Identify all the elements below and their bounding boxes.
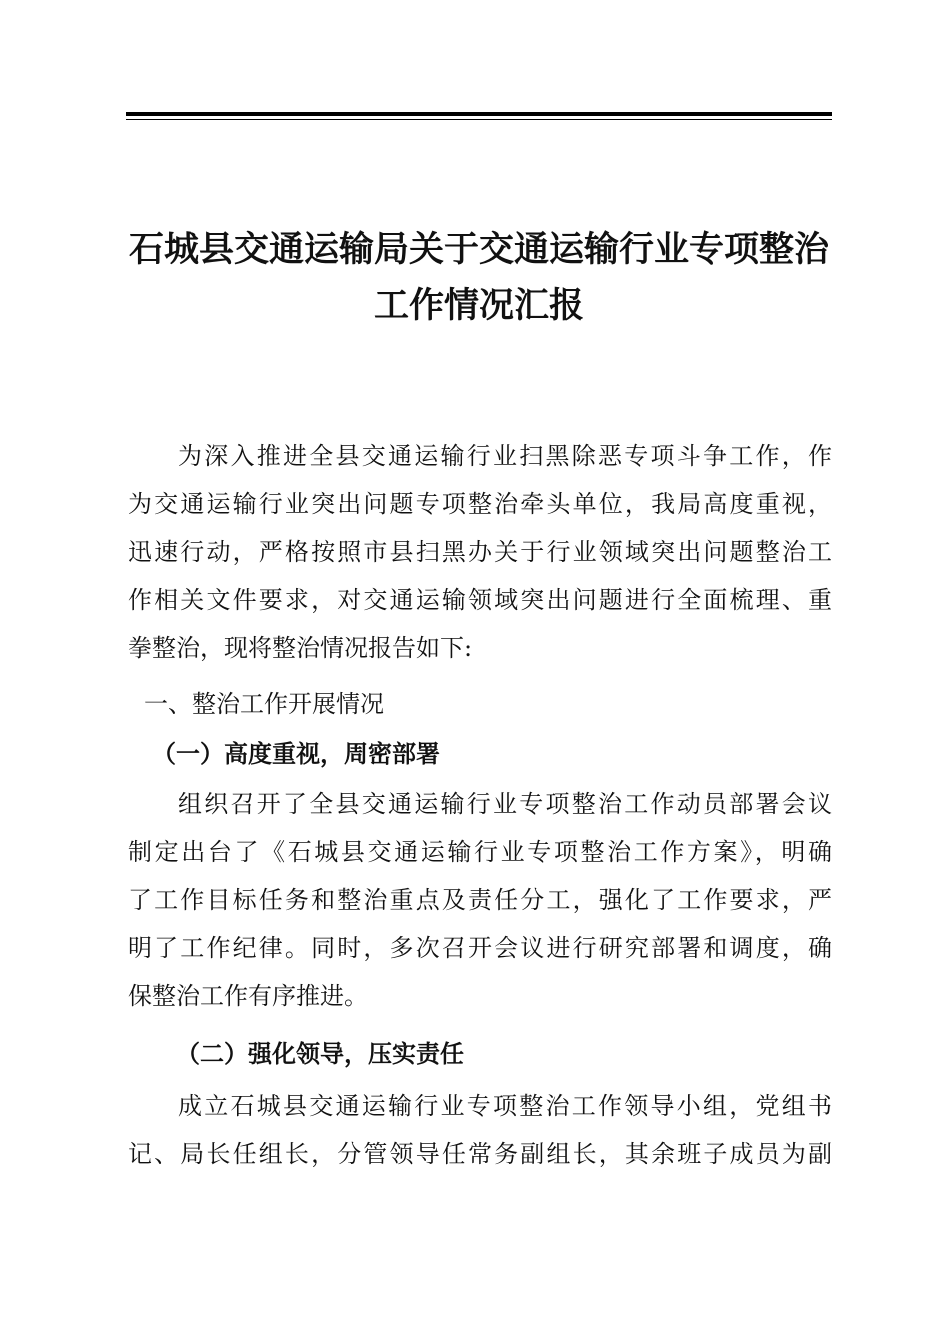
sub1-line-4: 明了工作纪律。同时，多次召开会议进行研究部署和调度，确 <box>128 934 832 962</box>
intro-line-5: 拳整治，现将整治情况报告如下: <box>128 634 473 662</box>
intro-line-1: 为深入推进全县交通运输行业扫黑除恶专项斗争工作，作 <box>178 442 832 470</box>
header-rule-thin <box>126 119 832 120</box>
document-title <box>120 222 838 334</box>
sub2-line-1: 成立石城县交通运输行业专项整治工作领导小组，党组书 <box>178 1092 832 1120</box>
intro-paragraph <box>128 432 832 672</box>
sub2-line-2: 记、局长任组长，分管领导任常务副组长，其余班子成员为副 <box>128 1140 832 1168</box>
section-heading-1: 一、整治工作开展情况 <box>144 690 384 718</box>
intro-line-3: 迅速行动，严格按照市县扫黑办关于行业领域突出问题整治工 <box>128 538 832 566</box>
title-line-1: 石城县交通运输局关于交通运输行业专项整治 <box>128 229 829 270</box>
subsection-2-paragraph <box>128 1082 832 1178</box>
header-rule-thick <box>126 112 832 116</box>
sub1-line-3: 了工作目标任务和整治重点及责任分工，强化了工作要求，严 <box>128 886 832 914</box>
sub1-line-2: 制定出台了《石城县交通运输行业专项整治工作方案》，明确 <box>128 838 832 866</box>
subsection-heading-2: （二）强化领导，压实责任 <box>176 1039 464 1068</box>
sub1-line-5: 保整治工作有序推进。 <box>128 982 368 1010</box>
sub1-line-1: 组织召开了全县交通运输行业专项整治工作动员部署会议 <box>178 790 832 818</box>
subsection-1-paragraph <box>128 780 832 1020</box>
title-line-2: 工作情况汇报 <box>373 285 584 326</box>
intro-line-4: 作相关文件要求，对交通运输领域突出问题进行全面梳理、重 <box>128 586 832 614</box>
intro-line-2: 为交通运输行业突出问题专项整治牵头单位，我局高度重视， <box>128 490 832 518</box>
subsection-heading-1: （一）高度重视，周密部署 <box>152 739 440 768</box>
